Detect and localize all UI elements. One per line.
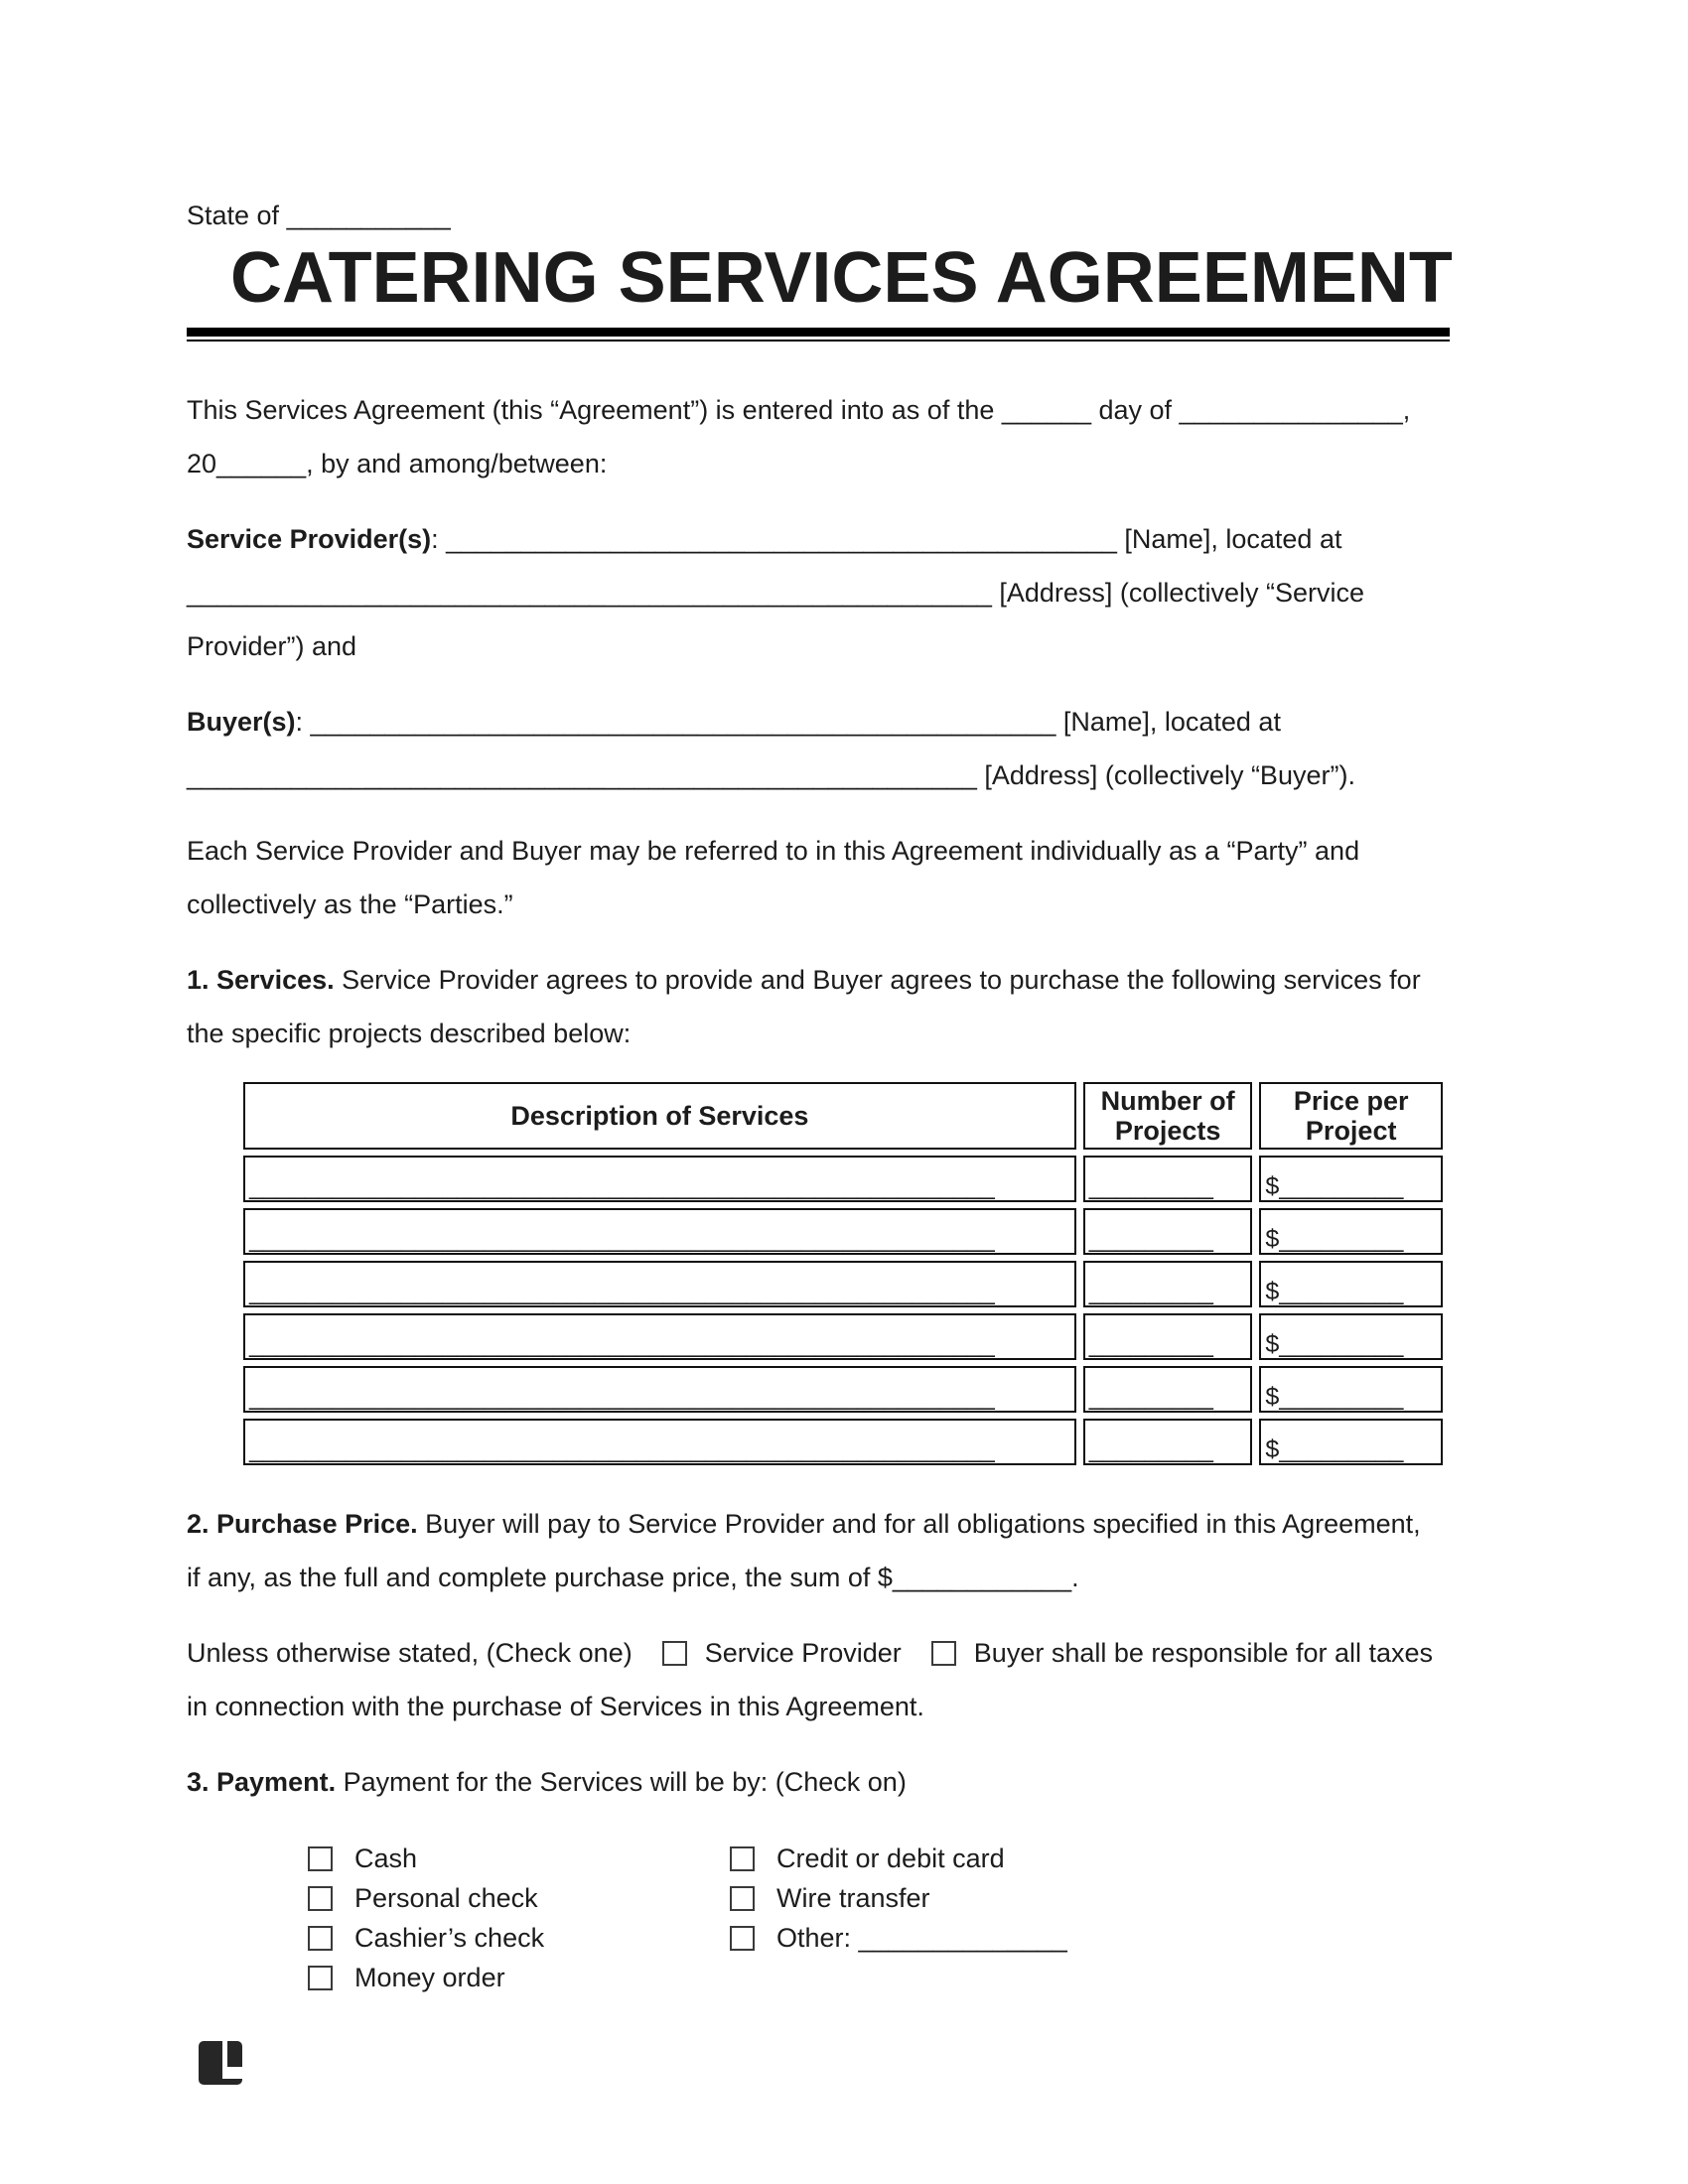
description-blank-field[interactable]: ______________________________________________________: [243, 1208, 1076, 1255]
section-1-text: Service Provider agrees to provide and Buyer agrees to purchase the following services for: [334, 965, 1421, 995]
payment-option-cashiers-check: [308, 1918, 730, 1958]
table-row: [243, 1366, 1443, 1413]
description-blank-field[interactable]: ______________________________________________________: [243, 1261, 1076, 1307]
service-provider-line-3: Provider”) and: [187, 631, 357, 661]
section-2-purchase-price: [187, 1497, 1450, 1604]
wire-transfer-label: Wire transfer: [776, 1882, 930, 1913]
payment-option-wire-transfer: [730, 1878, 1067, 1918]
money-order-checkbox[interactable]: [308, 1966, 333, 1990]
cashiers-check-label: Cashier’s check: [354, 1922, 545, 1953]
payment-options-right-column: [730, 1839, 1067, 1997]
intro-line-1: This Services Agreement (this “Agreement”) is entered into as of the ______ day of _______________,: [187, 395, 1411, 425]
document-content: [187, 199, 1453, 1997]
service-provider-checkbox[interactable]: [662, 1641, 687, 1666]
services-table: [236, 1076, 1450, 1471]
table-row: [243, 1313, 1443, 1360]
cashiers-check-checkbox[interactable]: [308, 1926, 333, 1951]
tax-option-buyer: Buyer shall be responsible for all taxes: [973, 1638, 1434, 1668]
cash-checkbox[interactable]: [308, 1846, 333, 1871]
payment-option-other: [730, 1918, 1067, 1958]
price-blank-field[interactable]: $_________: [1259, 1261, 1443, 1307]
column-header-description: Description of Services: [243, 1082, 1076, 1150]
service-provider-name-blank: : _____________________________________________ [Name], located at: [431, 524, 1342, 554]
buyer-checkbox[interactable]: [931, 1641, 956, 1666]
logo-l-foot: [222, 2067, 242, 2079]
section-1-services: [187, 953, 1450, 1060]
payment-option-money-order: [308, 1958, 730, 1997]
buyer-label: Buyer(s): [187, 707, 296, 737]
service-provider-label: Service Provider(s): [187, 524, 432, 554]
section-1-heading: 1. Services.: [187, 965, 335, 995]
column-header-number-of-projects: Number of Projects: [1083, 1082, 1253, 1150]
parties-line-1: Each Service Provider and Buyer may be referred to in this Agreement individually as a “Party” and: [187, 836, 1360, 866]
projects-blank-field[interactable]: _________: [1083, 1313, 1253, 1360]
tax-intro-text: Unless otherwise stated, (Check one): [187, 1638, 633, 1668]
payment-option-personal-check: [308, 1878, 730, 1918]
personal-check-label: Personal check: [354, 1882, 538, 1913]
description-blank-field[interactable]: ______________________________________________________: [243, 1156, 1076, 1202]
title-rule: [187, 328, 1450, 341]
section-3-line-1: [187, 1755, 1450, 1809]
table-row: [243, 1419, 1443, 1465]
credit-debit-checkbox[interactable]: [730, 1846, 755, 1871]
legal-templates-logo: [199, 2041, 242, 2085]
projects-blank-field[interactable]: _________: [1083, 1156, 1253, 1202]
section-3-heading: 3. Payment.: [187, 1767, 337, 1797]
section-3-payment: [187, 1755, 1450, 1809]
services-table-header-row: [243, 1082, 1443, 1150]
description-blank-field[interactable]: ______________________________________________________: [243, 1366, 1076, 1413]
tax-responsibility-line-2: in connection with the purchase of Services in this Agreement.: [187, 1692, 924, 1721]
section-2-text: Buyer will pay to Service Provider and for all obligations specified in this Agreement,: [417, 1509, 1421, 1539]
section-3-text: Payment for the Services will be by: (Check on): [336, 1767, 907, 1797]
personal-check-checkbox[interactable]: [308, 1886, 333, 1911]
section-2-line-1: [187, 1497, 1450, 1551]
other-label: Other: ______________: [776, 1922, 1067, 1953]
table-row: [243, 1208, 1443, 1255]
description-blank-field[interactable]: ______________________________________________________: [243, 1419, 1076, 1465]
credit-debit-label: Credit or debit card: [776, 1843, 1005, 1873]
service-provider-line-2: ______________________________________________________ [Address] (collectively “Service: [187, 578, 1364, 608]
state-of-line: State of ___________: [187, 201, 451, 230]
service-provider-paragraph: [187, 512, 1450, 673]
buyer-name-blank: : __________________________________________________ [Name], located at: [295, 707, 1281, 737]
price-blank-field[interactable]: $_________: [1259, 1366, 1443, 1413]
description-blank-field[interactable]: ______________________________________________________: [243, 1313, 1076, 1360]
parties-paragraph: [187, 824, 1450, 931]
money-order-label: Money order: [354, 1962, 505, 1992]
parties-line-2: collectively as the “Parties.”: [187, 889, 513, 919]
buyer-line-1: [187, 695, 1450, 749]
tax-option-service-provider: Service Provider: [704, 1638, 902, 1668]
service-provider-line-1: [187, 512, 1450, 566]
payment-options-list: [308, 1839, 1450, 1997]
intro-paragraph: [187, 383, 1450, 490]
price-blank-field[interactable]: $_________: [1259, 1156, 1443, 1202]
section-1-line-2: the specific projects described below:: [187, 1019, 632, 1048]
column-header-price-per-project: Price per Project: [1259, 1082, 1443, 1150]
page-title: CATERING SERVICES AGREEMENT: [230, 238, 1453, 318]
other-checkbox[interactable]: [730, 1926, 755, 1951]
logo-l-stem: [222, 2041, 227, 2067]
wire-transfer-checkbox[interactable]: [730, 1886, 755, 1911]
table-row: [243, 1156, 1443, 1202]
buyer-line-2: _____________________________________________________ [Address] (collectively “Buyer”).: [187, 760, 1355, 790]
cash-label: Cash: [354, 1843, 418, 1873]
tax-responsibility-paragraph: [187, 1626, 1450, 1733]
intro-line-2: 20______, by and among/between:: [187, 449, 608, 478]
projects-blank-field[interactable]: _________: [1083, 1208, 1253, 1255]
price-blank-field[interactable]: $_________: [1259, 1419, 1443, 1465]
projects-blank-field[interactable]: _________: [1083, 1366, 1253, 1413]
section-2-heading: 2. Purchase Price.: [187, 1509, 418, 1539]
payment-options-left-column: [308, 1839, 730, 1997]
payment-option-credit-debit: [730, 1839, 1067, 1878]
payment-option-cash: [308, 1839, 730, 1878]
projects-blank-field[interactable]: _________: [1083, 1261, 1253, 1307]
buyer-paragraph: [187, 695, 1450, 802]
price-blank-field[interactable]: $_________: [1259, 1208, 1443, 1255]
section-2-line-2: if any, as the full and complete purchase price, the sum of $____________.: [187, 1563, 1079, 1592]
price-blank-field[interactable]: $_________: [1259, 1313, 1443, 1360]
tax-responsibility-line-1: [187, 1626, 1450, 1680]
section-1-line-1: [187, 953, 1450, 1007]
table-row: [243, 1261, 1443, 1307]
projects-blank-field[interactable]: _________: [1083, 1419, 1253, 1465]
